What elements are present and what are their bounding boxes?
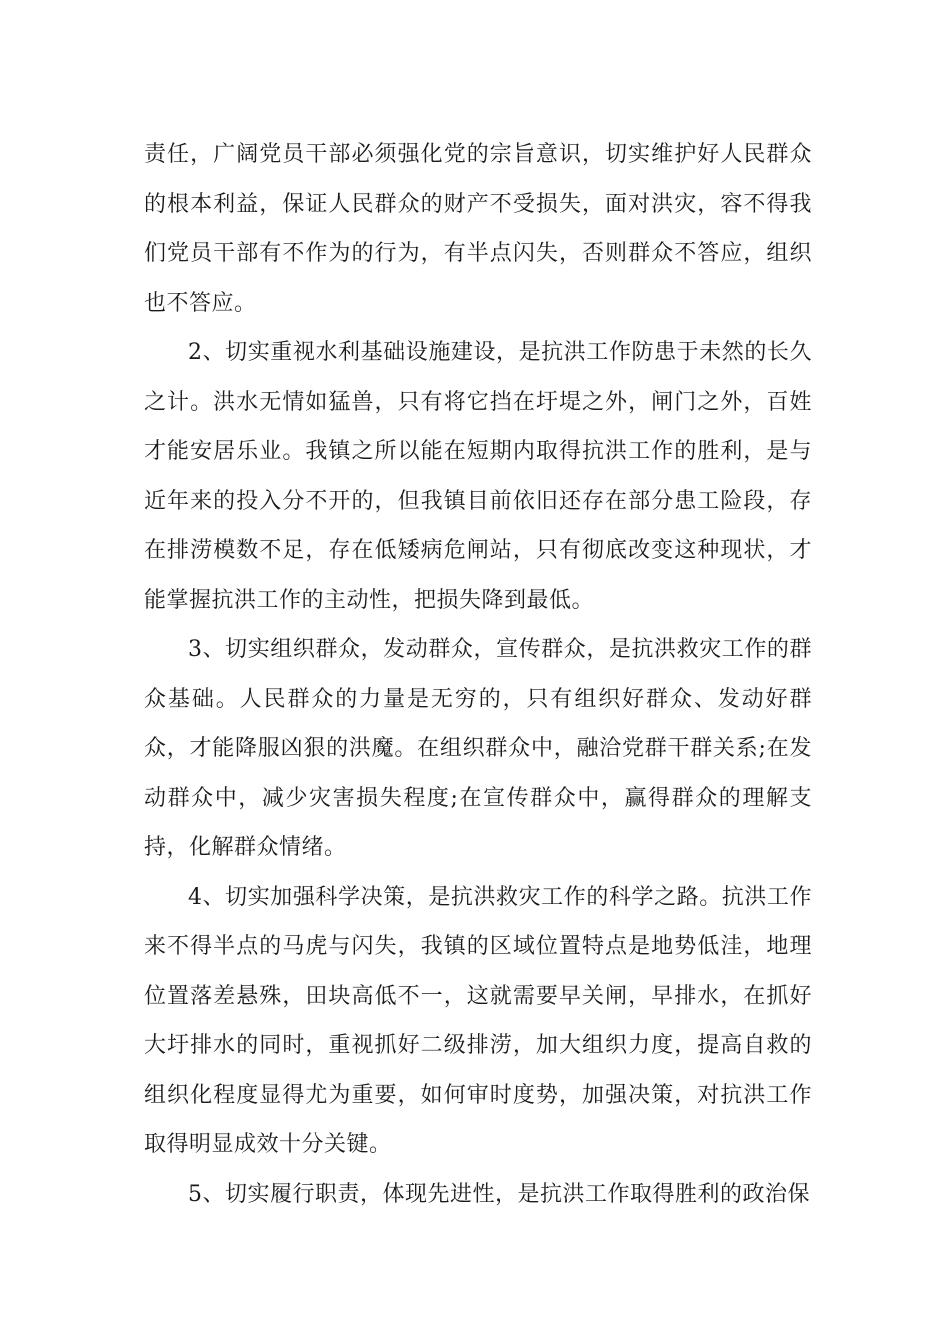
paragraph-5: 5、切实履行职责，体现先进性，是抗洪工作取得胜利的政治保 — [188, 1181, 810, 1207]
document-body — [144, 130, 812, 1219]
paragraph-3: 3、切实组织群众，发动群众，宣传群众，是抗洪救灾工作的群众基础。人民群众的力量是无穷的，只有组织好群众、发动好群众，才能降服凶狠的洪魔。在组织群众中，融洽党群干群关系;在发动群众中，减少灾害损失程度;在宣传群众中，赢得群众的理解支持，化解群众情绪。 — [144, 637, 812, 860]
paragraph-4: 4、切实加强科学决策，是抗洪救灾工作的科学之路。抗洪工作来不得半点的马虎与闪失，我镇的区域位置特点是地势低洼，地理位置落差悬殊，田块高低不一，这就需要早关闸，早排水，在抓好大圩排水的同时，重视抓好二级排涝，加大组织力度，提高自救的组织化程度显得尤为重要，如何审时度势，加强决策，对抗洪工作取得明显成效十分关键。 — [144, 884, 812, 1157]
paragraph-2: 2、切实重视水利基础设施建设，是抗洪工作防患于未然的长久之计。洪水无情如猛兽，只有将它挡在圩堤之外，闸门之外，百姓才能安居乐业。我镇之所以能在短期内取得抗洪工作的胜利，是与近年来的投入分不开的，但我镇目前依旧还存在部分患工险段，存在排涝模数不足，存在低矮病危闸站，只有彻底改变这种现状，才能掌握抗洪工作的主动性，把损失降到最低。 — [144, 340, 812, 613]
paragraph-1: 责任，广阔党员干部必须强化党的宗旨意识，切实维护好人民群众的根本利益，保证人民群众的财产不受损失，面对洪灾，容不得我们党员干部有不作为的行为，有半点闪失，否则群众不答应，组织也不答应。 — [144, 142, 812, 316]
